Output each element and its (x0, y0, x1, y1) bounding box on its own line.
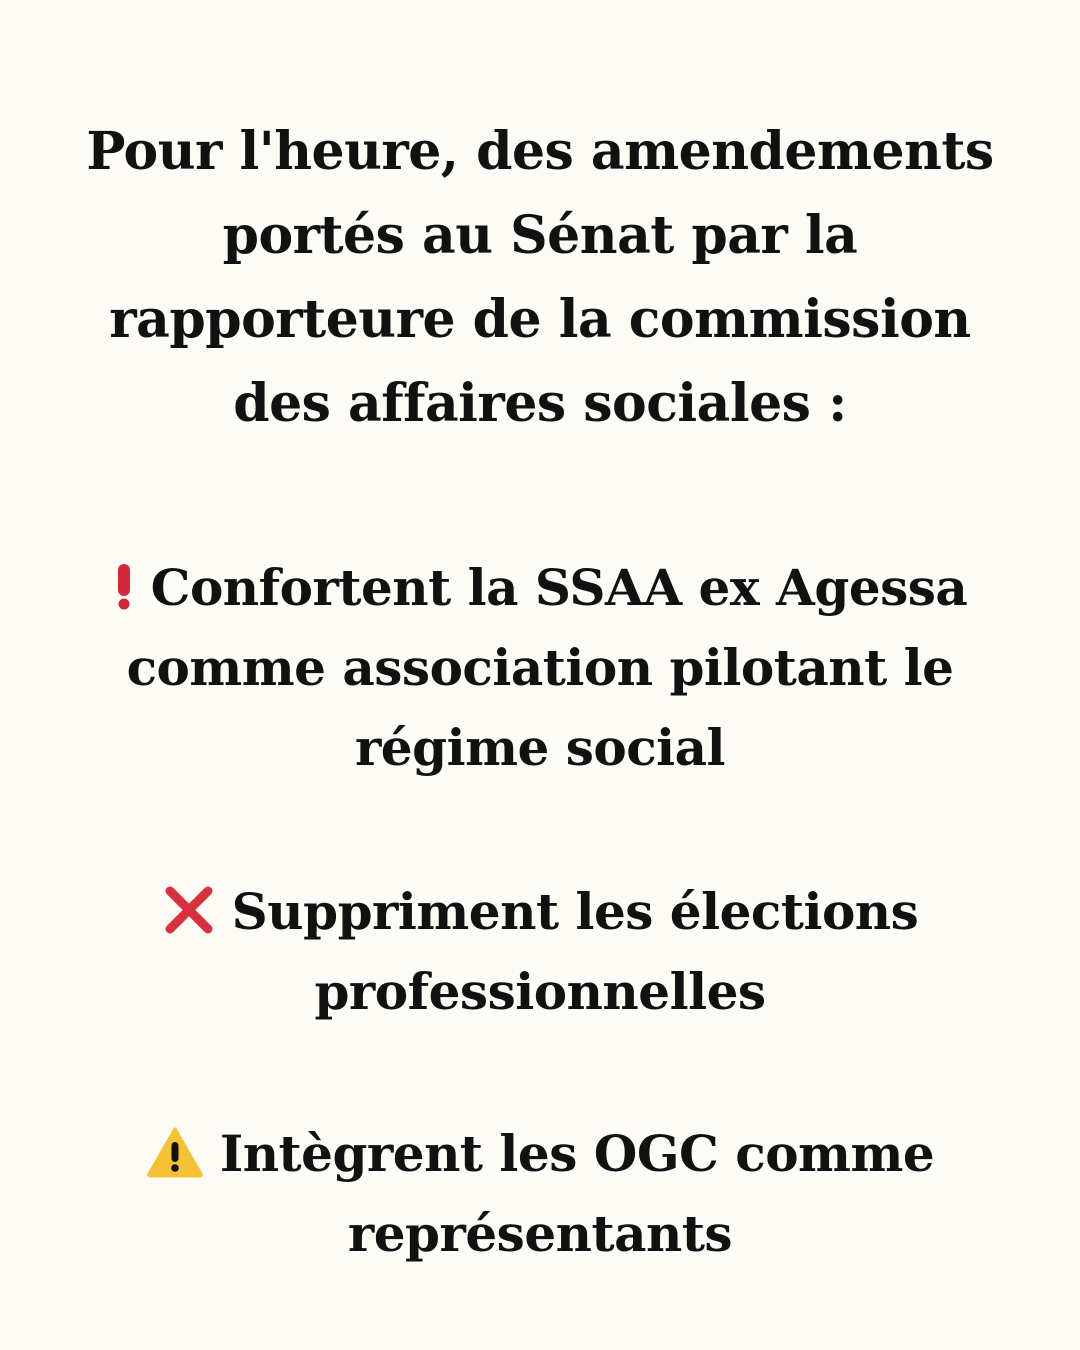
heading-text: Pour l'heure, des amendements portés au Sénat par la rapporteure de la commission des affaires sociales : (86, 121, 994, 434)
point-item-3 (40, 1114, 1040, 1274)
point-text-2: Suppriment les élections professionnelles (231, 882, 919, 1021)
cross-mark-icon (162, 883, 216, 937)
point-list (40, 548, 1040, 1274)
point-item-1 (40, 548, 1040, 788)
point-item-2 (40, 872, 1040, 1032)
warning-icon (146, 1126, 204, 1178)
point-text-1: Confortent la SSAA ex Agessa comme association pilotant le régime social (126, 558, 968, 777)
point-text-3: Intègrent les OGC comme représentants (219, 1124, 935, 1263)
exclamation-icon (113, 562, 135, 610)
